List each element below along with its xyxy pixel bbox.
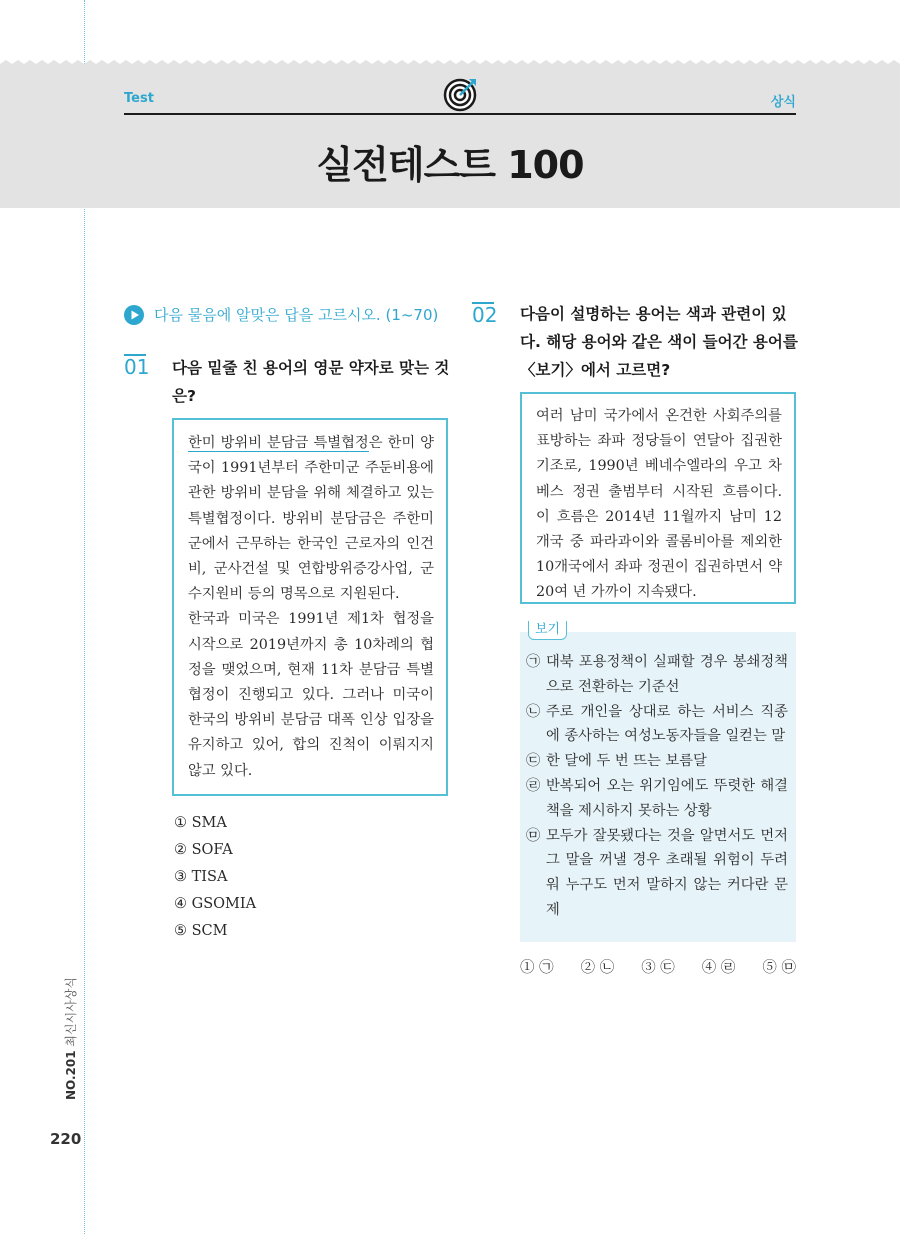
bogi-item-text: 모두가 잘못됐다는 것을 알면서도 먼저 그 말을 꺼낼 경우 초래될 위험이 두려워 누구도 먼저 말하지 않는 커다란 문제 (546, 827, 788, 918)
question-number: 02 (472, 303, 498, 327)
answer-option[interactable]: ④ GSOMIA (174, 896, 257, 912)
answer-options (520, 956, 796, 977)
question-text (520, 300, 800, 384)
header-rule (124, 113, 796, 115)
issue-number: NO.201 (64, 1050, 78, 1100)
bogi-item-mark: ㉣ (526, 777, 541, 794)
bogi-item-text: 한 달에 두 번 뜨는 보름달 (546, 753, 707, 770)
passage-text: 은 한미 양국이 1991년부터 주한미군 주둔비용에 관한 방위비 분담을 위해 체결하고 있는 특별협정이다. 방위비 분담금은 주한미군에서 근무하는 한국인 근로자의 인건비, 군사건설 및 연합방위증강사업, 군수지원비 등의 명목으로 지원된다. (188, 435, 434, 603)
magazine-name: 최신시사상식 (64, 977, 78, 1047)
play-icon (124, 305, 144, 325)
question-text-line: 〈보기〉에서 고르면? (520, 361, 671, 379)
passage-paragraph: 여러 남미 국가에서 온건한 사회주의를 표방하는 좌파 정당들이 연달아 집권한 기조로, 1990년 베네수엘라의 우고 차베스 정권 출범부터 시작된 흐름이다. 이 흐름은 2014년 11월까지 남미 12개국 중 파라과이와 콜롬비아를 제외한 10개국에서 좌파 정권이 집권하면서 약 20여 년 가까이 지속됐다. (536, 408, 782, 601)
bogi-item-mark: ㉢ (526, 753, 541, 770)
answer-option[interactable]: ② SOFA (174, 842, 233, 858)
bogi-item (526, 824, 788, 923)
bogi-item-mark: ㉡ (526, 703, 541, 720)
bogi-item (526, 700, 788, 750)
underlined-term: 한미 방위비 분담금 특별협정 (188, 435, 369, 451)
answer-option[interactable]: ⑤ ㉤ (762, 960, 796, 976)
answer-option[interactable]: ③ ㉢ (641, 960, 675, 976)
bogi-item (526, 749, 788, 774)
bogi-item (526, 650, 788, 700)
question-text-line: 다. 해당 용어와 같은 색이 들어간 용어를 (520, 333, 798, 351)
bogi-item-text: 주로 개인을 상대로 하는 서비스 직종에 종사하는 여성노동자들을 일컫는 말 (546, 703, 788, 745)
bogi-item-text: 반복되어 오는 위기임에도 뚜렷한 해결책을 제시하지 못하는 상황 (546, 777, 788, 819)
instruction (124, 304, 438, 325)
answer-option[interactable]: ① SMA (174, 815, 227, 831)
target-icon (442, 76, 478, 112)
passage-paragraph: 한국과 미국은 1991년 제1차 협정을 시작으로 2019년까지 총 10차례의 협정을 맺었으며, 현재 11차 분담금 특별협정이 진행되고 있다. 그러나 미국이 한국의 방위비 분담금 대폭 인상 입장을 유지하고 있어, 합의 진척이 이뤄지지 않고 있다. (188, 611, 434, 779)
answer-option[interactable]: ② ㉡ (580, 960, 615, 976)
answer-option[interactable]: ③ TISA (174, 869, 228, 885)
passage-box (172, 418, 448, 796)
bogi-item (526, 774, 788, 824)
answer-options (174, 810, 256, 945)
page-title: 실전테스트 100 (316, 143, 584, 187)
bogi-item-text: 대북 포용정책이 실패할 경우 봉쇄정책으로 전환하는 기준선 (546, 654, 788, 695)
question-text-line: 다음이 설명하는 용어는 색과 관련이 있 (520, 305, 787, 323)
bogi-item-mark: ㉠ (526, 654, 541, 670)
passage-box (520, 392, 796, 604)
question-text (172, 354, 450, 410)
section-label-category: 상식 (770, 95, 796, 110)
bogi-label: 보기 (528, 621, 567, 640)
issue-label (62, 977, 79, 1100)
instruction-text: 다음 물음에 알맞은 답을 고르시오. (1~70) (154, 306, 439, 324)
question-number: 01 (124, 355, 150, 379)
answer-option[interactable]: ⑤ SCM (174, 923, 228, 939)
page-number: 220 (50, 1130, 82, 1148)
bogi-list (526, 650, 788, 923)
answer-option[interactable]: ① ㉠ (520, 960, 554, 976)
question-text-line: 다음 밑줄 친 용어의 영문 약자로 맞는 것 (172, 359, 450, 377)
question-text-line: 은? (172, 387, 196, 405)
answer-option[interactable]: ④ ㉣ (701, 960, 736, 976)
section-label-test: Test (124, 91, 154, 106)
passage-paragraph (188, 431, 434, 607)
bogi-item-mark: ㉤ (526, 827, 541, 844)
